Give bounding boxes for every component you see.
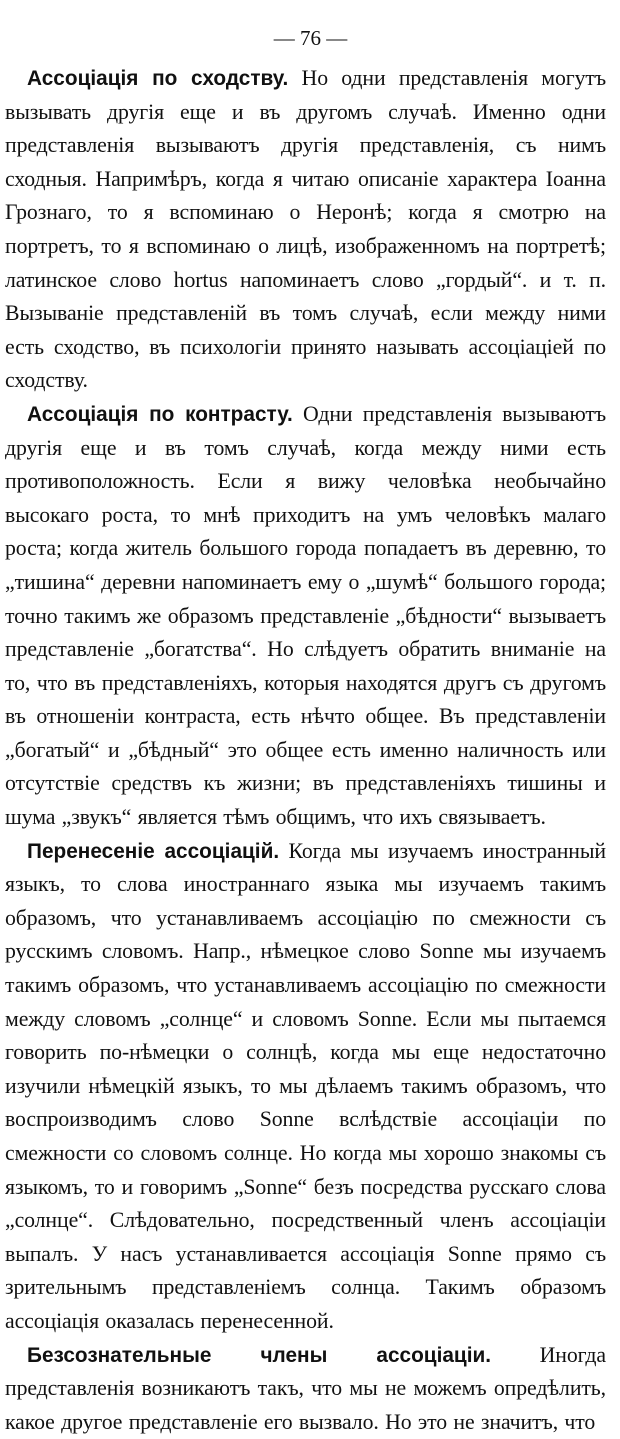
paragraph-association-by-similarity (5, 62, 606, 398)
section-heading: Перенесеніе ассоціацій. (27, 839, 280, 863)
paragraph-transfer-of-associations (5, 835, 606, 1339)
paragraph-text: Одни представленія вызываютъ другія еще и въ томъ случаѣ, когда между ними есть противоположность. Если я вижу человѣка необычайно высокаго роста, то мнѣ приходитъ на умъ человѣкъ малаго роста; когда житель большого города попадаетъ въ деревню, то „тишина“ деревни напоминаетъ ему о „шумѣ“ большого города; точно такимъ же образомъ представленіе „бѣдности“ вызываетъ представленіе „богатства“. Но слѣдуетъ обратить вниманіе на то, что въ представленіяхъ, которыя находятся другъ съ другомъ въ отношеніи контраста, есть нѣчто общее. Въ представленіи „богатый“ и „бѣдный“ это общее есть именно наличность или отсутствіе средствъ къ жизни; въ представленіяхъ тишины и шума „звукъ“ является тѣмъ общимъ, что ихъ связываетъ. (5, 401, 606, 830)
paragraph-text: Иногда представленія возникаютъ такъ, что мы не можемъ опредѣлить, какое другое представленіе его вызвало. Но это не значитъ, что (5, 1342, 606, 1434)
page-number: — 76 — (273, 26, 348, 50)
paragraph-text: Но одни представленія могутъ вызывать другія еще и въ другомъ случаѣ. Именно одни представленія вызываютъ другія представленія, съ нимъ сходныя. Напримѣръ, когда я читаю описаніе характера Іоанна Грознаго, то я вспоминаю о Неронѣ; когда я смотрю на портретъ, то я вспоминаю о лицѣ, изображенномъ на портретѣ; латинское слово hortus напоминаетъ слово „гордый“. и т. п. Вызываніе представленій въ томъ случаѣ, если между ними есть сходство, въ психологіи принято называть ассоціаціей по сходству. (5, 66, 606, 393)
paragraph-association-by-contrast (5, 398, 606, 835)
section-heading: Ассоціація по контрасту. (27, 402, 293, 426)
section-heading: Безсознательные члены ассоціаціи. (27, 1343, 492, 1367)
paragraph-unconscious-members (5, 1339, 606, 1439)
paragraph-text: Когда мы изучаемъ иностранный языкъ, то слова иностраннаго языка мы изучаемъ такимъ образомъ, что устанавливаемъ ассоціацію по смежности съ русскимъ словомъ. Напр., нѣмецкое слово Sonne мы изучаемъ такимъ образомъ, что устанавливаемъ ассоціацію по смежности между словомъ „солнце“ и словомъ Sonne. Если мы пытаемся говорить по-нѣмецки о солнцѣ, когда мы еще недостаточно изучили нѣмецкій языкъ, то мы дѣлаемъ такимъ образомъ, что воспроизводимъ слово Sonne вслѣдствіе ассоціаціи по смежности со словомъ солнце. Но когда мы хорошо знакомы съ языкомъ, то и говоримъ „Sonne“ безъ посредства русскаго слова „солнце“. Слѣдовательно, посредственный членъ ассоціаціи выпалъ. У насъ устанавливается ассоціація Sonne прямо съ зрительнымъ представленіемъ солнца. Такимъ образомъ ассоціація оказалась перенесенной. (5, 838, 606, 1333)
section-heading: Ассоціація по сходству. (27, 67, 289, 90)
